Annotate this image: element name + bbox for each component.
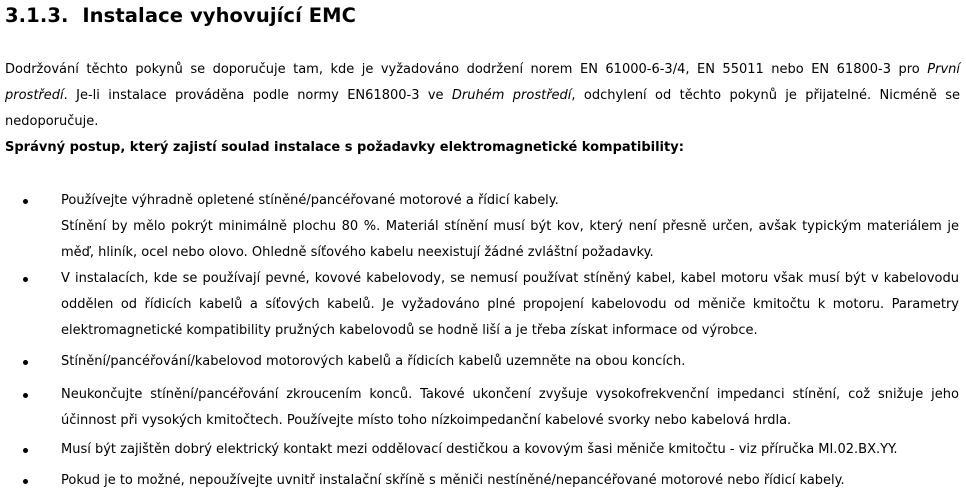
intro-env-second: Druhém prostředí: [451, 88, 572, 103]
intro-text-2: . Je-li instalace prováděna podle normy EN61800-3 ve: [63, 88, 444, 103]
list-item-text: Stínění/pancéřování/kabelovod motorových kabelů a řídicích kabelů uzemněte na obou koncích.: [61, 354, 686, 369]
bullet-icon: [23, 199, 28, 204]
list-item-text: Pokud je to možné, nepoužívejte uvnitř instalační skříně s měniči nestíněné/nepancéřované motorové nebo řídicí kabely.: [61, 473, 845, 488]
list-item-text: V instalacích, kde se používají pevné, kovové kabelovody, se nemusí používat stíněný kabel, kabel motoru však musí být v kabelovodu oddělen od řídicích kabelů a síťových kabelů. Je vyžadováno plné propojení kabelovodu od měniče kmitočtu k motoru. Parametry elektromagnetické kompatibility pružných kabelovodů se hodně liší a je třeba získat informace od výrobce.: [61, 271, 959, 338]
intro-text-1: Dodržování těchto pokynů se doporučuje tam, kde je vyžadováno dodržení norem EN 61000-6-3/4, EN 55011 nebo EN 61800-3 pro: [5, 62, 920, 77]
requirements-subheading: Správný postup, který zajistí soulad instalace s požadavky elektromagnetické kompatibility:: [5, 140, 684, 155]
list-item-line: Používejte výhradně opletené stíněné/pancéřované motorové a řídicí kabely.: [61, 193, 559, 208]
intro-env-first: První prostředí: [5, 62, 960, 103]
bullet-icon: [23, 360, 28, 365]
bullet-icon: [23, 448, 28, 453]
list-item-text: Neukončujte stínění/pancéřování zkroucením konců. Takové ukončení zvyšuje vysokofrekvenční impedanci stínění, což snižuje jeho účinnost při vysokých kmitočtech. Používejte místo toho nízkoimpedanční kabelové svorky nebo kabelová hrdla.: [61, 387, 959, 428]
section-title: Instalace vyhovující EMC: [82, 4, 357, 27]
list-item-text: Musí být zajištěn dobrý elektrický kontakt mezi oddělovací destičkou a kovovým šasi měniče kmitočtu - viz příručka MI.02.BX.YY.: [61, 442, 898, 457]
list-item-line: Stínění by mělo pokrýt minimálně plochu 80 %. Materiál stínění musí být kov, který není přesně určen, avšak typickým materiálem je měď, hliník, ocel nebo olovo. Ohledně síťového kabelu neexistují žádné zvláštní požadavky.: [61, 219, 959, 260]
intro-paragraph: [5, 57, 960, 135]
list-item-text: [61, 188, 959, 266]
bullet-icon: [23, 479, 28, 484]
section-heading: [5, 4, 356, 27]
intro-text-3: , odchylení od těchto pokynů je přijatelné. Nicméně se nedoporučuje.: [5, 88, 961, 129]
bullet-icon: [23, 393, 28, 398]
bullet-icon: [23, 277, 28, 282]
section-number: 3.1.3.: [5, 4, 69, 27]
